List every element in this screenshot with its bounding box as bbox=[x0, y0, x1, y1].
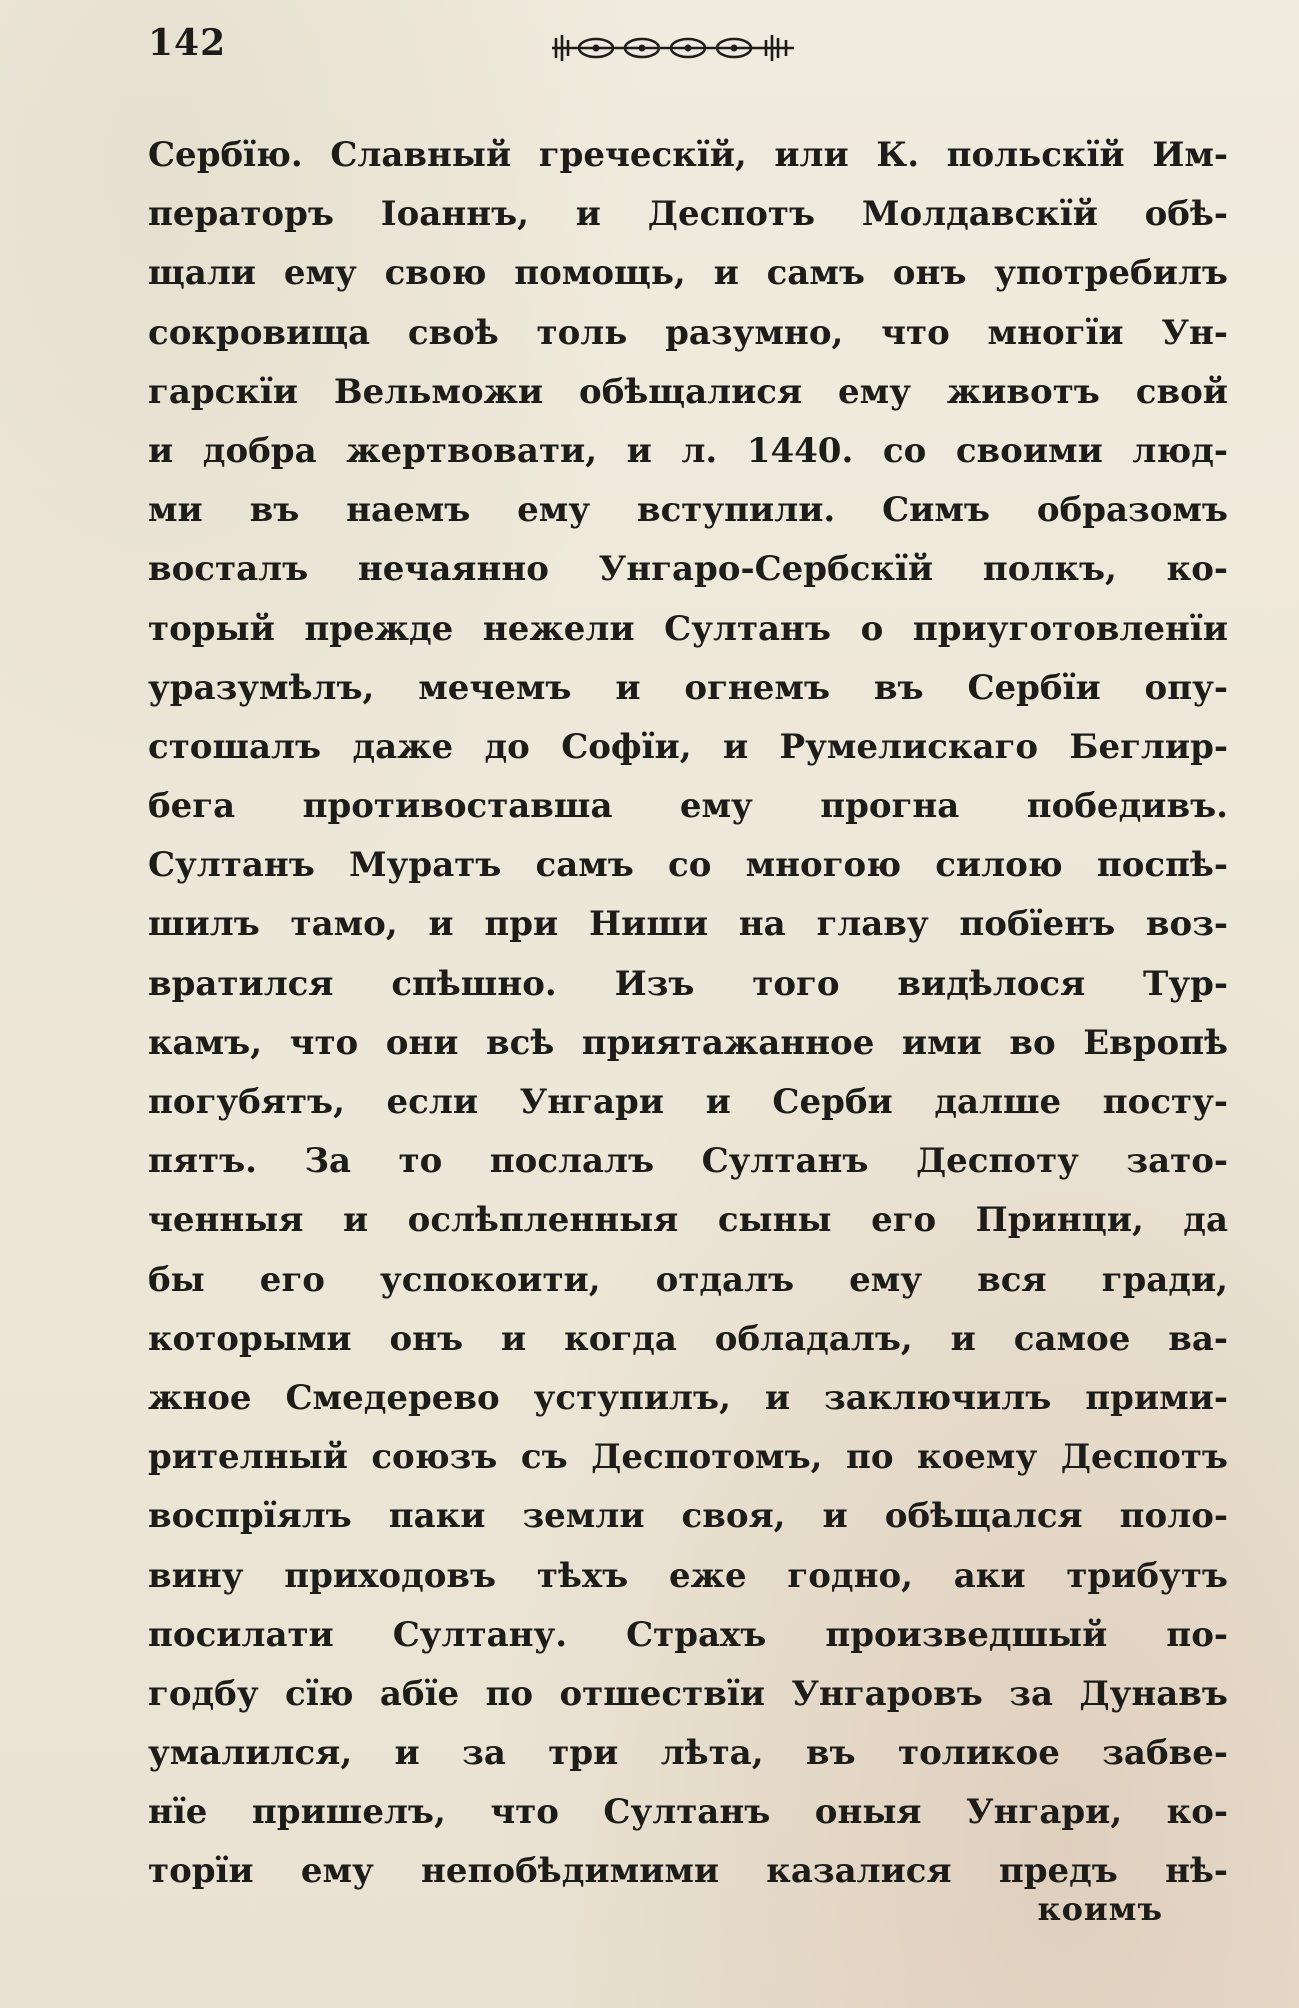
text-line: воспрїялъ паки земли своя, и обѣщался поло- bbox=[148, 1496, 1228, 1537]
header-ornament-icon bbox=[548, 30, 798, 66]
catchword: коимъ bbox=[1037, 1890, 1163, 1928]
text-line: бега противоставша ему прогна победивъ. bbox=[148, 786, 1228, 827]
text-line: и добра жертвовати, и л. 1440. со своими люд- bbox=[148, 430, 1228, 471]
text-line: ченныя и ослѣпленныя сыны его Принци, да bbox=[148, 1200, 1228, 1241]
page-number: 142 bbox=[148, 22, 227, 64]
text-line: которыми онъ и когда обладалъ, и самое ва- bbox=[148, 1318, 1228, 1359]
text-line: вину приходовъ тѣхъ еже годно, аки трибутъ bbox=[148, 1555, 1228, 1596]
text-line: стошалъ даже до Софїи, и Румелискаго Беглир- bbox=[148, 726, 1228, 767]
text-line: уразумѣлъ, мечемъ и огнемъ въ Сербїи опу- bbox=[148, 667, 1228, 708]
text-line: рителный союзъ съ Деспотомъ, по коему Деспотъ bbox=[148, 1437, 1228, 1478]
text-line: камъ, что они всѣ приятажанное ими во Европѣ bbox=[148, 1022, 1228, 1063]
text-line: погубятъ, если Унгари и Серби далше посту- bbox=[148, 1082, 1228, 1122]
body-text bbox=[148, 126, 1228, 1902]
text-line: умалился, и за три лѣта, въ толикое забве- bbox=[148, 1733, 1228, 1774]
text-line: сокровища своѣ толь разумно, что многїи Ун- bbox=[148, 312, 1228, 353]
text-line: Султанъ Муратъ самъ со многою силою поспѣ- bbox=[148, 845, 1228, 886]
text-line: Сербїю. Славный греческїй, или К. польскїй Им- bbox=[148, 135, 1228, 175]
text-line: пятъ. За то послалъ Султанъ Деспоту зато- bbox=[148, 1141, 1228, 1182]
text-line: нїе пришелъ, что Султанъ оныя Унгари, ко- bbox=[148, 1792, 1228, 1833]
text-line: торый прежде нежели Султанъ о приуготовленїи bbox=[148, 608, 1228, 649]
text-line: годбу сїю абїе по отшествїи Унгаровъ за Дунавъ bbox=[148, 1673, 1228, 1714]
text-line: гарскїи Вельможи обѣщалися ему животъ свой bbox=[148, 371, 1228, 412]
text-line: щали ему свою помощь, и самъ онъ употребилъ bbox=[148, 253, 1228, 294]
text-line: ми въ наемъ ему вступили. Симъ образомъ bbox=[148, 490, 1228, 531]
text-line: шилъ тамо, и при Ниши на главу побїенъ воз- bbox=[148, 904, 1228, 945]
text-line: вратился спѣшно. Изъ того видѣлося Тур- bbox=[148, 963, 1228, 1004]
text-line: бы его успокоити, отдалъ ему вся гради, bbox=[148, 1259, 1228, 1300]
text-line: ператоръ Iоаннъ, и Деспотъ Молдавскїй обѣ- bbox=[148, 194, 1228, 235]
text-line: жное Смедерево уступилъ, и заключилъ прими- bbox=[148, 1377, 1228, 1418]
text-line: торїи ему непобѣдимими казалися предъ нѣ- bbox=[148, 1851, 1228, 1892]
text-line: восталъ нечаянно Унгаро-Сербскїй полкъ, ко- bbox=[148, 549, 1228, 590]
text-line: посилати Султану. Страхъ произведшый по- bbox=[148, 1614, 1228, 1655]
